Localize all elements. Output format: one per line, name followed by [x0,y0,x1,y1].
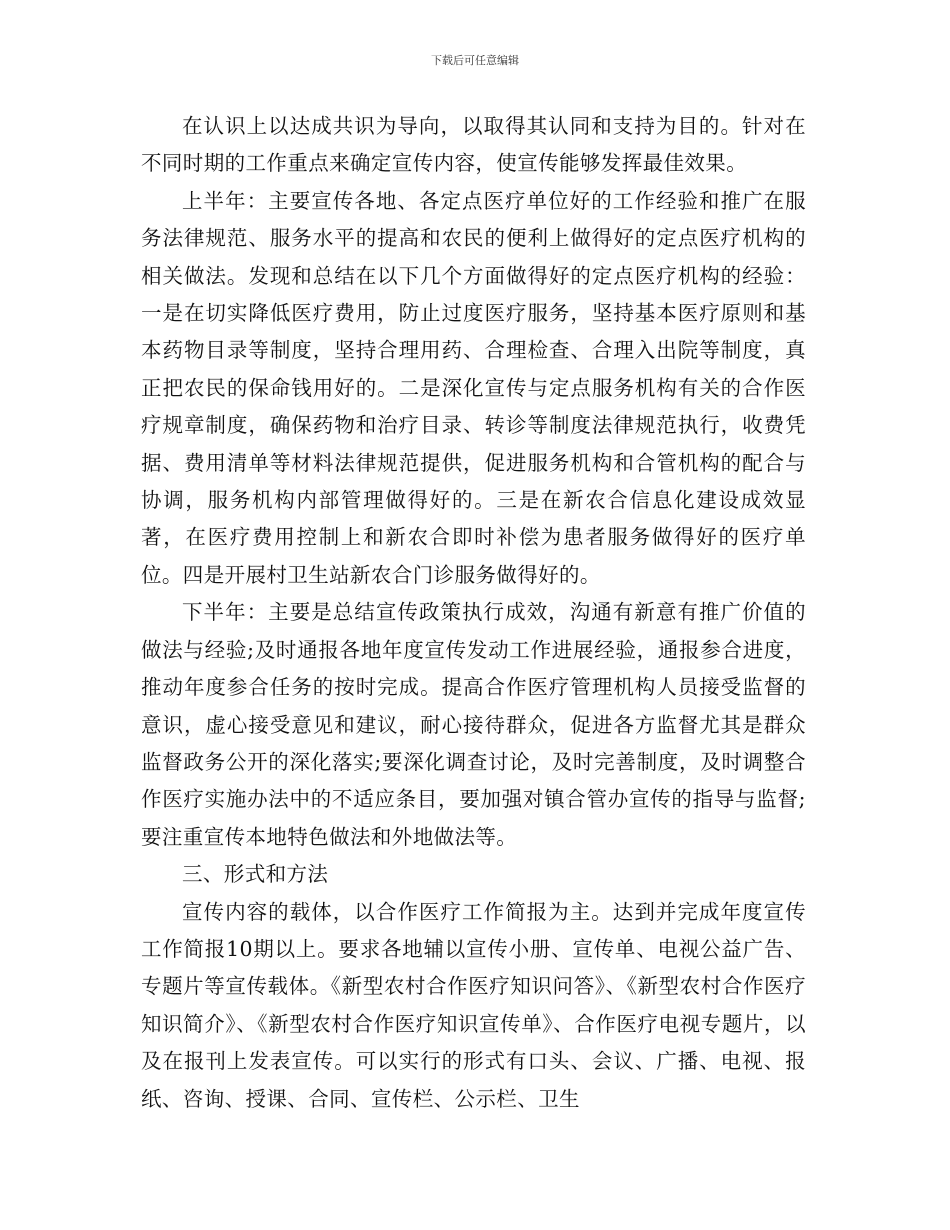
paragraph-carriers: 宣传内容的载体，以合作医疗工作简报为主。达到并完成年度宣传工作简报10期以上。要求各地辅以宣传小册、宣传单、电视公益广告、专题片等宣传载体。《新型农村合作医疗知识问答》、《新型农村合作医疗知识简介》、《新型农村合作医疗知识宣传单》、合作医疗电视专题片，以及在报刊上发表宣传。可以实行的形式有口头、会议、广播、电视、报纸、咨询、授课、合同、宣传栏、公示栏、卫生 [141,899,806,1111]
paragraph-intro: 在认识上以达成共识为导向，以取得其认同和支持为目的。针对在不同时期的工作重点来确定宣传内容，使宣传能够发挥最佳效果。 [141,114,806,176]
page-header: 下载后可任意编辑 [431,54,519,67]
paragraph-first-half-year: 上半年：主要宣传各地、各定点医疗单位好的工作经验和推广在服务法律规范、服务水平的提高和农民的便利上做得好的定点医疗机构的相关做法。发现和总结在以下几个方面做得好的定点医疗机构的经验：一是在切实降低医疗费用，防止过度医疗服务，坚持基本医疗原则和基本药物目录等制度，坚持合理用药、合理检查、合理入出院等制度，真正把农民的保命钱用好的。二是深化宣传与定点服务机构有关的合作医疗规章制度，确保药物和治疗目录、转诊等制度法律规范执行，收费凭据、费用清单等材料法律规范提供，促进服务机构和合管机构的配合与协调，服务机构内部管理做得好的。三是在新农合信息化建设成效显著，在医疗费用控制上和新农合即时补偿为患者服务做得好的医疗单位。四是开展村卫生站新农合门诊服务做得好的。 [141,188,806,587]
document-body [141,108,806,1118]
paragraph-second-half-year: 下半年：主要是总结宣传政策执行成效，沟通有新意有推广价值的做法与经验;及时通报各地年度宣传发动工作进展经验，通报参合进度，推动年度参合任务的按时完成。提高合作医疗管理机构人员接受监督的意识，虚心接受意见和建议，耐心接待群众，促进各方监督尤其是群众监督政务公开的深化落实;要深化调查讨论，及时完善制度，及时调整合作医疗实施办法中的不适应条目，要加强对镇合管办宣传的指导与监督;要注重宣传本地特色做法和外地做法等。 [141,600,806,849]
section-heading-forms-methods: 三、形式和方法 [182,862,329,887]
